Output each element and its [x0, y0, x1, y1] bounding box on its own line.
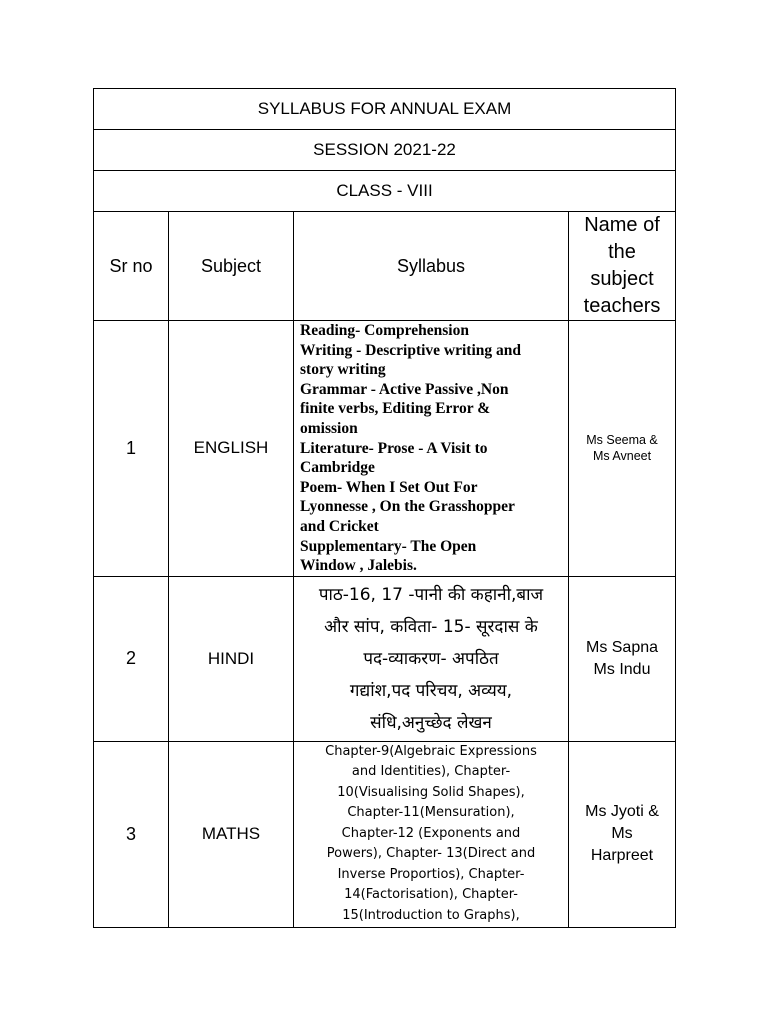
syllabus-line: Chapter-9(Algebraic Expressions — [325, 743, 537, 759]
column-header-subject: Subject — [169, 212, 294, 321]
column-header-sr-no: Sr no — [94, 212, 169, 321]
column-header-syllabus: Syllabus — [294, 212, 569, 321]
teachers-header-line: the — [608, 241, 636, 263]
syllabus-line: Lyonnesse , On the Grasshopper — [300, 498, 515, 516]
teacher-cell — [569, 576, 676, 741]
syllabus-line: Literature- Prose - A Visit to — [300, 439, 488, 457]
column-header-row — [94, 212, 676, 321]
syllabus-line: Window , Jalebis. — [300, 557, 417, 575]
syllabus-line: Reading- Comprehension — [300, 322, 469, 339]
subject-cell: MATHS — [169, 741, 294, 927]
syllabus-line: संधि,अनुच्छेद लेखन — [370, 712, 492, 733]
table-row-english — [94, 321, 676, 577]
syllabus-table — [93, 88, 676, 928]
syllabus-line: 10(Visualising Solid Shapes), — [337, 784, 525, 800]
title-row — [94, 89, 676, 130]
syllabus-line: Grammar - Active Passive ,Non — [300, 380, 509, 398]
sr-no-cell: 1 — [94, 321, 169, 577]
teacher-name: Ms Jyoti & — [585, 803, 659, 821]
column-header-teachers — [569, 212, 676, 321]
syllabus-line: गद्यांश,पद परिचय, अव्यय, — [349, 680, 513, 701]
sr-no-cell: 3 — [94, 741, 169, 927]
syllabus-cell — [294, 576, 569, 741]
syllabus-line: Cambridge — [300, 459, 375, 477]
class-label: CLASS - VIII — [94, 171, 676, 212]
syllabus-line: omission — [300, 419, 358, 437]
syllabus-line: पाठ-16, 17 -पानी की कहानी,बाज — [318, 584, 544, 605]
syllabus-line: Poem- When I Set Out For — [300, 478, 478, 496]
subject-cell: HINDI — [169, 576, 294, 741]
teachers-header-line: subject — [590, 268, 654, 290]
subject-cell: ENGLISH — [169, 321, 294, 577]
class-row — [94, 171, 676, 212]
syllabus-line: Chapter-12 (Exponents and — [341, 825, 521, 841]
teacher-name: Ms Indu — [593, 660, 651, 678]
syllabus-line: 15(Introduction to Graphs), — [342, 907, 520, 923]
syllabus-line: Inverse Proportios), Chapter- — [337, 866, 525, 882]
document-title: SYLLABUS FOR ANNUAL EXAM — [94, 89, 676, 130]
syllabus-line: Writing - Descriptive writing and — [300, 341, 522, 359]
syllabus-line: story writing — [300, 361, 386, 379]
table-row-maths — [94, 741, 676, 927]
teacher-name: Ms Avneet — [592, 449, 652, 464]
teacher-cell — [569, 321, 676, 577]
syllabus-line: Supplementary- The Open — [300, 537, 477, 555]
teacher-name: Ms — [611, 825, 633, 843]
teacher-cell — [569, 741, 676, 927]
teacher-name: Ms Seema & — [586, 433, 658, 448]
syllabus-cell — [294, 321, 569, 577]
syllabus-line: and Cricket — [300, 517, 379, 535]
session-label: SESSION 2021-22 — [94, 130, 676, 171]
syllabus-line: और सांप, कविता- 15- सूरदास के — [324, 616, 538, 637]
teacher-name: Harpreet — [590, 847, 654, 865]
teacher-name: Ms Sapna — [585, 638, 659, 656]
syllabus-line: 14(Factorisation), Chapter- — [344, 887, 518, 903]
syllabus-line: finite verbs, Editing Error & — [300, 400, 491, 418]
sr-no-cell: 2 — [94, 576, 169, 741]
syllabus-line: Chapter-11(Mensuration), — [347, 805, 515, 821]
teachers-header-line: teachers — [583, 295, 661, 317]
syllabus-cell — [294, 741, 569, 927]
table-row-hindi — [94, 576, 676, 741]
session-row — [94, 130, 676, 171]
syllabus-line: and Identities), Chapter- — [351, 764, 511, 780]
syllabus-line: पद-व्याकरण- अपठित — [363, 648, 499, 669]
syllabus-line: Powers), Chapter- 13(Direct and — [326, 846, 536, 862]
teachers-header-line: Name of — [584, 214, 660, 236]
